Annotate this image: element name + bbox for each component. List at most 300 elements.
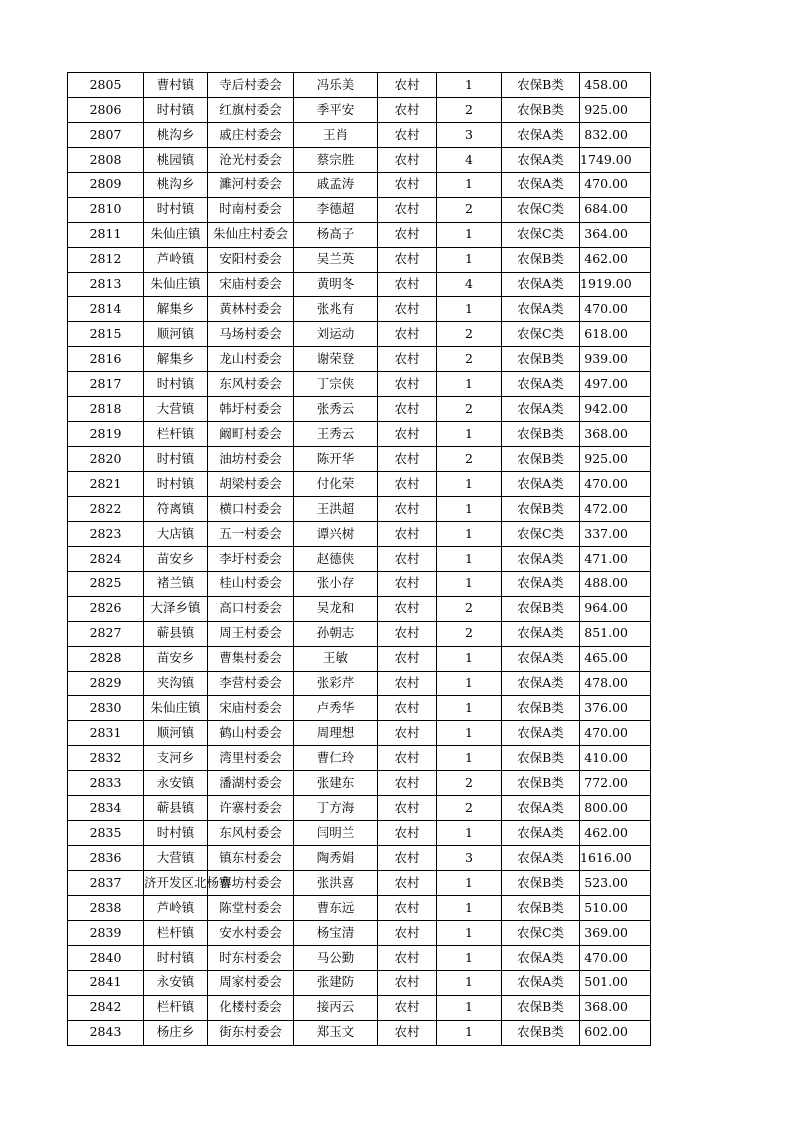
village-committee-cell: 马场村委会 [208,322,294,347]
person-name-cell: 闫明兰 [294,821,378,846]
person-name-cell: 马公勤 [294,945,378,970]
amount-cell: 368.00 [580,995,651,1020]
amount-cell: 684.00 [580,197,651,222]
town-cell: 时村镇 [144,97,208,122]
amount-cell: 800.00 [580,796,651,821]
residence-type-cell: 农村 [378,995,437,1020]
person-name-cell: 季平安 [294,97,378,122]
village-committee-cell: 许寨村委会 [208,796,294,821]
record-id-cell: 2807 [68,122,144,147]
table-row [68,1020,651,1045]
person-name-cell: 戚孟涛 [294,172,378,197]
village-committee-cell: 油坊村委会 [208,447,294,472]
person-name-cell: 丁方海 [294,796,378,821]
amount-cell: 337.00 [580,521,651,546]
town-cell: 大营镇 [144,397,208,422]
record-id-cell: 2840 [68,945,144,970]
person-name-cell: 王洪超 [294,496,378,521]
insurance-category-cell: 农保A类 [502,571,580,596]
residence-type-cell: 农村 [378,97,437,122]
record-id-cell: 2823 [68,521,144,546]
village-committee-cell: 曹坊村委会 [208,871,294,896]
person-name-cell: 周理想 [294,721,378,746]
insurance-category-cell: 农保A类 [502,122,580,147]
record-id-cell: 2806 [68,97,144,122]
town-cell: 顺河镇 [144,322,208,347]
residence-type-cell: 农村 [378,297,437,322]
village-committee-cell: 镇东村委会 [208,846,294,871]
village-committee-cell: 阚町村委会 [208,422,294,447]
residence-type-cell: 农村 [378,546,437,571]
amount-cell: 501.00 [580,970,651,995]
village-committee-cell: 五一村委会 [208,521,294,546]
household-count-cell: 2 [437,97,502,122]
residence-type-cell: 农村 [378,746,437,771]
amount-cell: 602.00 [580,1020,651,1045]
record-id-cell: 2832 [68,746,144,771]
residence-type-cell: 农村 [378,696,437,721]
household-count-cell: 1 [437,571,502,596]
amount-cell: 1616.00 [580,846,651,871]
amount-cell: 832.00 [580,122,651,147]
record-id-cell: 2829 [68,671,144,696]
village-committee-cell: 周家村委会 [208,970,294,995]
record-id-cell: 2824 [68,546,144,571]
record-id-cell: 2821 [68,472,144,497]
insurance-category-cell: 农保A类 [502,671,580,696]
household-count-cell: 1 [437,871,502,896]
person-name-cell: 杨宝清 [294,920,378,945]
insurance-category-cell: 农保A类 [502,821,580,846]
insurance-category-cell: 农保A类 [502,546,580,571]
record-id-cell: 2831 [68,721,144,746]
table-row [68,222,651,247]
village-committee-cell: 鹤山村委会 [208,721,294,746]
record-id-cell: 2836 [68,846,144,871]
person-name-cell: 吴龙和 [294,596,378,621]
household-count-cell: 1 [437,172,502,197]
table-row [68,571,651,596]
town-cell: 大店镇 [144,521,208,546]
record-id-cell: 2813 [68,272,144,297]
household-count-cell: 1 [437,496,502,521]
amount-cell: 851.00 [580,621,651,646]
town-cell: 蕲县镇 [144,796,208,821]
household-count-cell: 1 [437,247,502,272]
town-cell: 曹村镇 [144,73,208,98]
insurance-category-cell: 农保A类 [502,970,580,995]
person-name-cell: 张秀云 [294,397,378,422]
village-committee-cell: 沧光村委会 [208,147,294,172]
residence-type-cell: 农村 [378,621,437,646]
insurance-category-cell: 农保A类 [502,297,580,322]
table-row [68,771,651,796]
village-committee-cell: 桂山村委会 [208,571,294,596]
table-row [68,871,651,896]
household-count-cell: 1 [437,995,502,1020]
village-committee-cell: 黄林村委会 [208,297,294,322]
person-name-cell: 接丙云 [294,995,378,1020]
table-row [68,322,651,347]
household-count-cell: 2 [437,347,502,372]
residence-type-cell: 农村 [378,895,437,920]
insurance-category-cell: 农保A类 [502,796,580,821]
insurance-category-cell: 农保C类 [502,521,580,546]
village-committee-cell: 宋庙村委会 [208,272,294,297]
insurance-category-cell: 农保B类 [502,771,580,796]
table-row [68,621,651,646]
town-cell: 时村镇 [144,821,208,846]
household-count-cell: 2 [437,197,502,222]
person-name-cell: 付化荣 [294,472,378,497]
table-row [68,746,651,771]
table-row [68,496,651,521]
amount-cell: 510.00 [580,895,651,920]
amount-cell: 523.00 [580,871,651,896]
residence-type-cell: 农村 [378,447,437,472]
town-cell: 支河乡 [144,746,208,771]
record-id-cell: 2817 [68,372,144,397]
town-cell: 桃沟乡 [144,122,208,147]
village-committee-cell: 龙山村委会 [208,347,294,372]
amount-cell: 1919.00 [580,272,651,297]
village-committee-cell: 时南村委会 [208,197,294,222]
residence-type-cell: 农村 [378,721,437,746]
residence-type-cell: 农村 [378,322,437,347]
town-cell: 时村镇 [144,447,208,472]
residence-type-cell: 农村 [378,372,437,397]
table-row [68,122,651,147]
amount-cell: 462.00 [580,247,651,272]
village-committee-cell: 街东村委会 [208,1020,294,1045]
village-committee-cell: 濉河村委会 [208,172,294,197]
insurance-category-cell: 农保C类 [502,920,580,945]
person-name-cell: 王肖 [294,122,378,147]
residence-type-cell: 农村 [378,521,437,546]
person-name-cell: 陈开华 [294,447,378,472]
record-id-cell: 2805 [68,73,144,98]
person-name-cell: 陶秀娟 [294,846,378,871]
residence-type-cell: 农村 [378,347,437,372]
records-table [67,72,651,1046]
residence-type-cell: 农村 [378,397,437,422]
village-committee-cell: 李圩村委会 [208,546,294,571]
household-count-cell: 1 [437,73,502,98]
residence-type-cell: 农村 [378,147,437,172]
household-count-cell: 1 [437,746,502,771]
amount-cell: 470.00 [580,721,651,746]
amount-cell: 471.00 [580,546,651,571]
record-id-cell: 2833 [68,771,144,796]
residence-type-cell: 农村 [378,73,437,98]
residence-type-cell: 农村 [378,571,437,596]
insurance-category-cell: 农保A类 [502,472,580,497]
record-id-cell: 2814 [68,297,144,322]
town-cell: 济开发区北杨寨 [144,871,208,896]
insurance-category-cell: 农保B类 [502,696,580,721]
household-count-cell: 1 [437,422,502,447]
table-row [68,796,651,821]
town-cell: 永安镇 [144,970,208,995]
insurance-category-cell: 农保A类 [502,272,580,297]
amount-cell: 472.00 [580,496,651,521]
residence-type-cell: 农村 [378,846,437,871]
record-id-cell: 2811 [68,222,144,247]
town-cell: 褚兰镇 [144,571,208,596]
household-count-cell: 1 [437,546,502,571]
town-cell: 栏杆镇 [144,422,208,447]
amount-cell: 1749.00 [580,147,651,172]
residence-type-cell: 农村 [378,472,437,497]
person-name-cell: 张洪喜 [294,871,378,896]
household-count-cell: 1 [437,646,502,671]
residence-type-cell: 农村 [378,1020,437,1045]
residence-type-cell: 农村 [378,970,437,995]
table-row [68,297,651,322]
town-cell: 芦岭镇 [144,895,208,920]
residence-type-cell: 农村 [378,496,437,521]
household-count-cell: 2 [437,621,502,646]
person-name-cell: 谭兴树 [294,521,378,546]
village-committee-cell: 时东村委会 [208,945,294,970]
insurance-category-cell: 农保C类 [502,322,580,347]
insurance-category-cell: 农保B类 [502,447,580,472]
record-id-cell: 2826 [68,596,144,621]
amount-cell: 470.00 [580,297,651,322]
insurance-category-cell: 农保B类 [502,746,580,771]
amount-cell: 458.00 [580,73,651,98]
record-id-cell: 2815 [68,322,144,347]
household-count-cell: 2 [437,397,502,422]
amount-cell: 369.00 [580,920,651,945]
person-name-cell: 黄明冬 [294,272,378,297]
insurance-category-cell: 农保C类 [502,222,580,247]
person-name-cell: 王敏 [294,646,378,671]
person-name-cell: 杨高子 [294,222,378,247]
insurance-category-cell: 农保A类 [502,397,580,422]
village-committee-cell: 潘湖村委会 [208,771,294,796]
person-name-cell: 冯乐美 [294,73,378,98]
household-count-cell: 1 [437,970,502,995]
insurance-category-cell: 农保B类 [502,347,580,372]
village-committee-cell: 宋庙村委会 [208,696,294,721]
record-id-cell: 2843 [68,1020,144,1045]
household-count-cell: 1 [437,372,502,397]
household-count-cell: 2 [437,322,502,347]
records-table-body [68,73,651,1046]
person-name-cell: 李德超 [294,197,378,222]
amount-cell: 942.00 [580,397,651,422]
record-id-cell: 2808 [68,147,144,172]
village-committee-cell: 高口村委会 [208,596,294,621]
insurance-category-cell: 农保A类 [502,172,580,197]
amount-cell: 964.00 [580,596,651,621]
insurance-category-cell: 农保B类 [502,496,580,521]
town-cell: 夹沟镇 [144,671,208,696]
residence-type-cell: 农村 [378,871,437,896]
table-row [68,596,651,621]
amount-cell: 478.00 [580,671,651,696]
amount-cell: 939.00 [580,347,651,372]
village-committee-cell: 胡梁村委会 [208,472,294,497]
town-cell: 桃沟乡 [144,172,208,197]
insurance-category-cell: 农保A类 [502,721,580,746]
insurance-category-cell: 农保B类 [502,422,580,447]
amount-cell: 470.00 [580,472,651,497]
insurance-category-cell: 农保A类 [502,646,580,671]
insurance-category-cell: 农保B类 [502,73,580,98]
household-count-cell: 1 [437,696,502,721]
household-count-cell: 1 [437,920,502,945]
amount-cell: 364.00 [580,222,651,247]
residence-type-cell: 农村 [378,122,437,147]
person-name-cell: 吴兰英 [294,247,378,272]
table-row [68,995,651,1020]
person-name-cell: 张兆有 [294,297,378,322]
table-row [68,347,651,372]
town-cell: 朱仙庄镇 [144,272,208,297]
residence-type-cell: 农村 [378,222,437,247]
table-row [68,721,651,746]
village-committee-cell: 化楼村委会 [208,995,294,1020]
village-committee-cell: 横口村委会 [208,496,294,521]
table-row [68,696,651,721]
village-committee-cell: 湾里村委会 [208,746,294,771]
table-row [68,895,651,920]
person-name-cell: 张建东 [294,771,378,796]
town-cell: 顺河镇 [144,721,208,746]
person-name-cell: 赵德侠 [294,546,378,571]
table-row [68,970,651,995]
person-name-cell: 卢秀华 [294,696,378,721]
residence-type-cell: 农村 [378,671,437,696]
household-count-cell: 1 [437,721,502,746]
amount-cell: 465.00 [580,646,651,671]
record-id-cell: 2830 [68,696,144,721]
town-cell: 杨庄乡 [144,1020,208,1045]
insurance-category-cell: 农保B类 [502,871,580,896]
village-committee-cell: 东风村委会 [208,372,294,397]
town-cell: 大营镇 [144,846,208,871]
record-id-cell: 2816 [68,347,144,372]
table-row [68,671,651,696]
amount-cell: 376.00 [580,696,651,721]
amount-cell: 925.00 [580,97,651,122]
household-count-cell: 4 [437,272,502,297]
person-name-cell: 曹东远 [294,895,378,920]
amount-cell: 497.00 [580,372,651,397]
table-row [68,546,651,571]
record-id-cell: 2819 [68,422,144,447]
person-name-cell: 孙朝志 [294,621,378,646]
town-cell: 芦岭镇 [144,247,208,272]
residence-type-cell: 农村 [378,272,437,297]
amount-cell: 618.00 [580,322,651,347]
record-id-cell: 2837 [68,871,144,896]
person-name-cell: 郑玉文 [294,1020,378,1045]
residence-type-cell: 农村 [378,197,437,222]
table-row [68,247,651,272]
amount-cell: 488.00 [580,571,651,596]
household-count-cell: 2 [437,596,502,621]
table-row [68,73,651,98]
amount-cell: 368.00 [580,422,651,447]
residence-type-cell: 农村 [378,646,437,671]
record-id-cell: 2834 [68,796,144,821]
insurance-category-cell: 农保B类 [502,895,580,920]
person-name-cell: 丁宗侠 [294,372,378,397]
record-id-cell: 2820 [68,447,144,472]
residence-type-cell: 农村 [378,771,437,796]
insurance-category-cell: 农保B类 [502,596,580,621]
amount-cell: 470.00 [580,945,651,970]
insurance-category-cell: 农保A类 [502,945,580,970]
household-count-cell: 2 [437,796,502,821]
residence-type-cell: 农村 [378,821,437,846]
person-name-cell: 张彩芹 [294,671,378,696]
record-id-cell: 2835 [68,821,144,846]
household-count-cell: 1 [437,895,502,920]
household-count-cell: 4 [437,147,502,172]
household-count-cell: 1 [437,222,502,247]
household-count-cell: 3 [437,122,502,147]
record-id-cell: 2809 [68,172,144,197]
table-row [68,97,651,122]
town-cell: 符离镇 [144,496,208,521]
table-row [68,646,651,671]
insurance-category-cell: 农保A类 [502,621,580,646]
record-id-cell: 2842 [68,995,144,1020]
village-committee-cell: 安阳村委会 [208,247,294,272]
person-name-cell: 王秀云 [294,422,378,447]
town-cell: 栏杆镇 [144,920,208,945]
insurance-category-cell: 农保A类 [502,846,580,871]
table-row [68,197,651,222]
residence-type-cell: 农村 [378,796,437,821]
household-count-cell: 1 [437,821,502,846]
person-name-cell: 刘运动 [294,322,378,347]
town-cell: 时村镇 [144,372,208,397]
town-cell: 大泽乡镇 [144,596,208,621]
town-cell: 时村镇 [144,945,208,970]
table-row [68,846,651,871]
residence-type-cell: 农村 [378,596,437,621]
town-cell: 时村镇 [144,197,208,222]
village-committee-cell: 陈堂村委会 [208,895,294,920]
person-name-cell: 张建防 [294,970,378,995]
record-id-cell: 2827 [68,621,144,646]
insurance-category-cell: 农保B类 [502,247,580,272]
residence-type-cell: 农村 [378,247,437,272]
household-count-cell: 1 [437,472,502,497]
insurance-category-cell: 农保B类 [502,995,580,1020]
table-row [68,447,651,472]
village-committee-cell: 红旗村委会 [208,97,294,122]
record-id-cell: 2818 [68,397,144,422]
table-row [68,472,651,497]
amount-cell: 470.00 [580,172,651,197]
record-id-cell: 2810 [68,197,144,222]
amount-cell: 462.00 [580,821,651,846]
town-cell: 苗安乡 [144,546,208,571]
record-id-cell: 2838 [68,895,144,920]
residence-type-cell: 农村 [378,422,437,447]
town-cell: 时村镇 [144,472,208,497]
town-cell: 苗安乡 [144,646,208,671]
village-committee-cell: 戚庄村委会 [208,122,294,147]
amount-cell: 410.00 [580,746,651,771]
insurance-category-cell: 农保B类 [502,1020,580,1045]
